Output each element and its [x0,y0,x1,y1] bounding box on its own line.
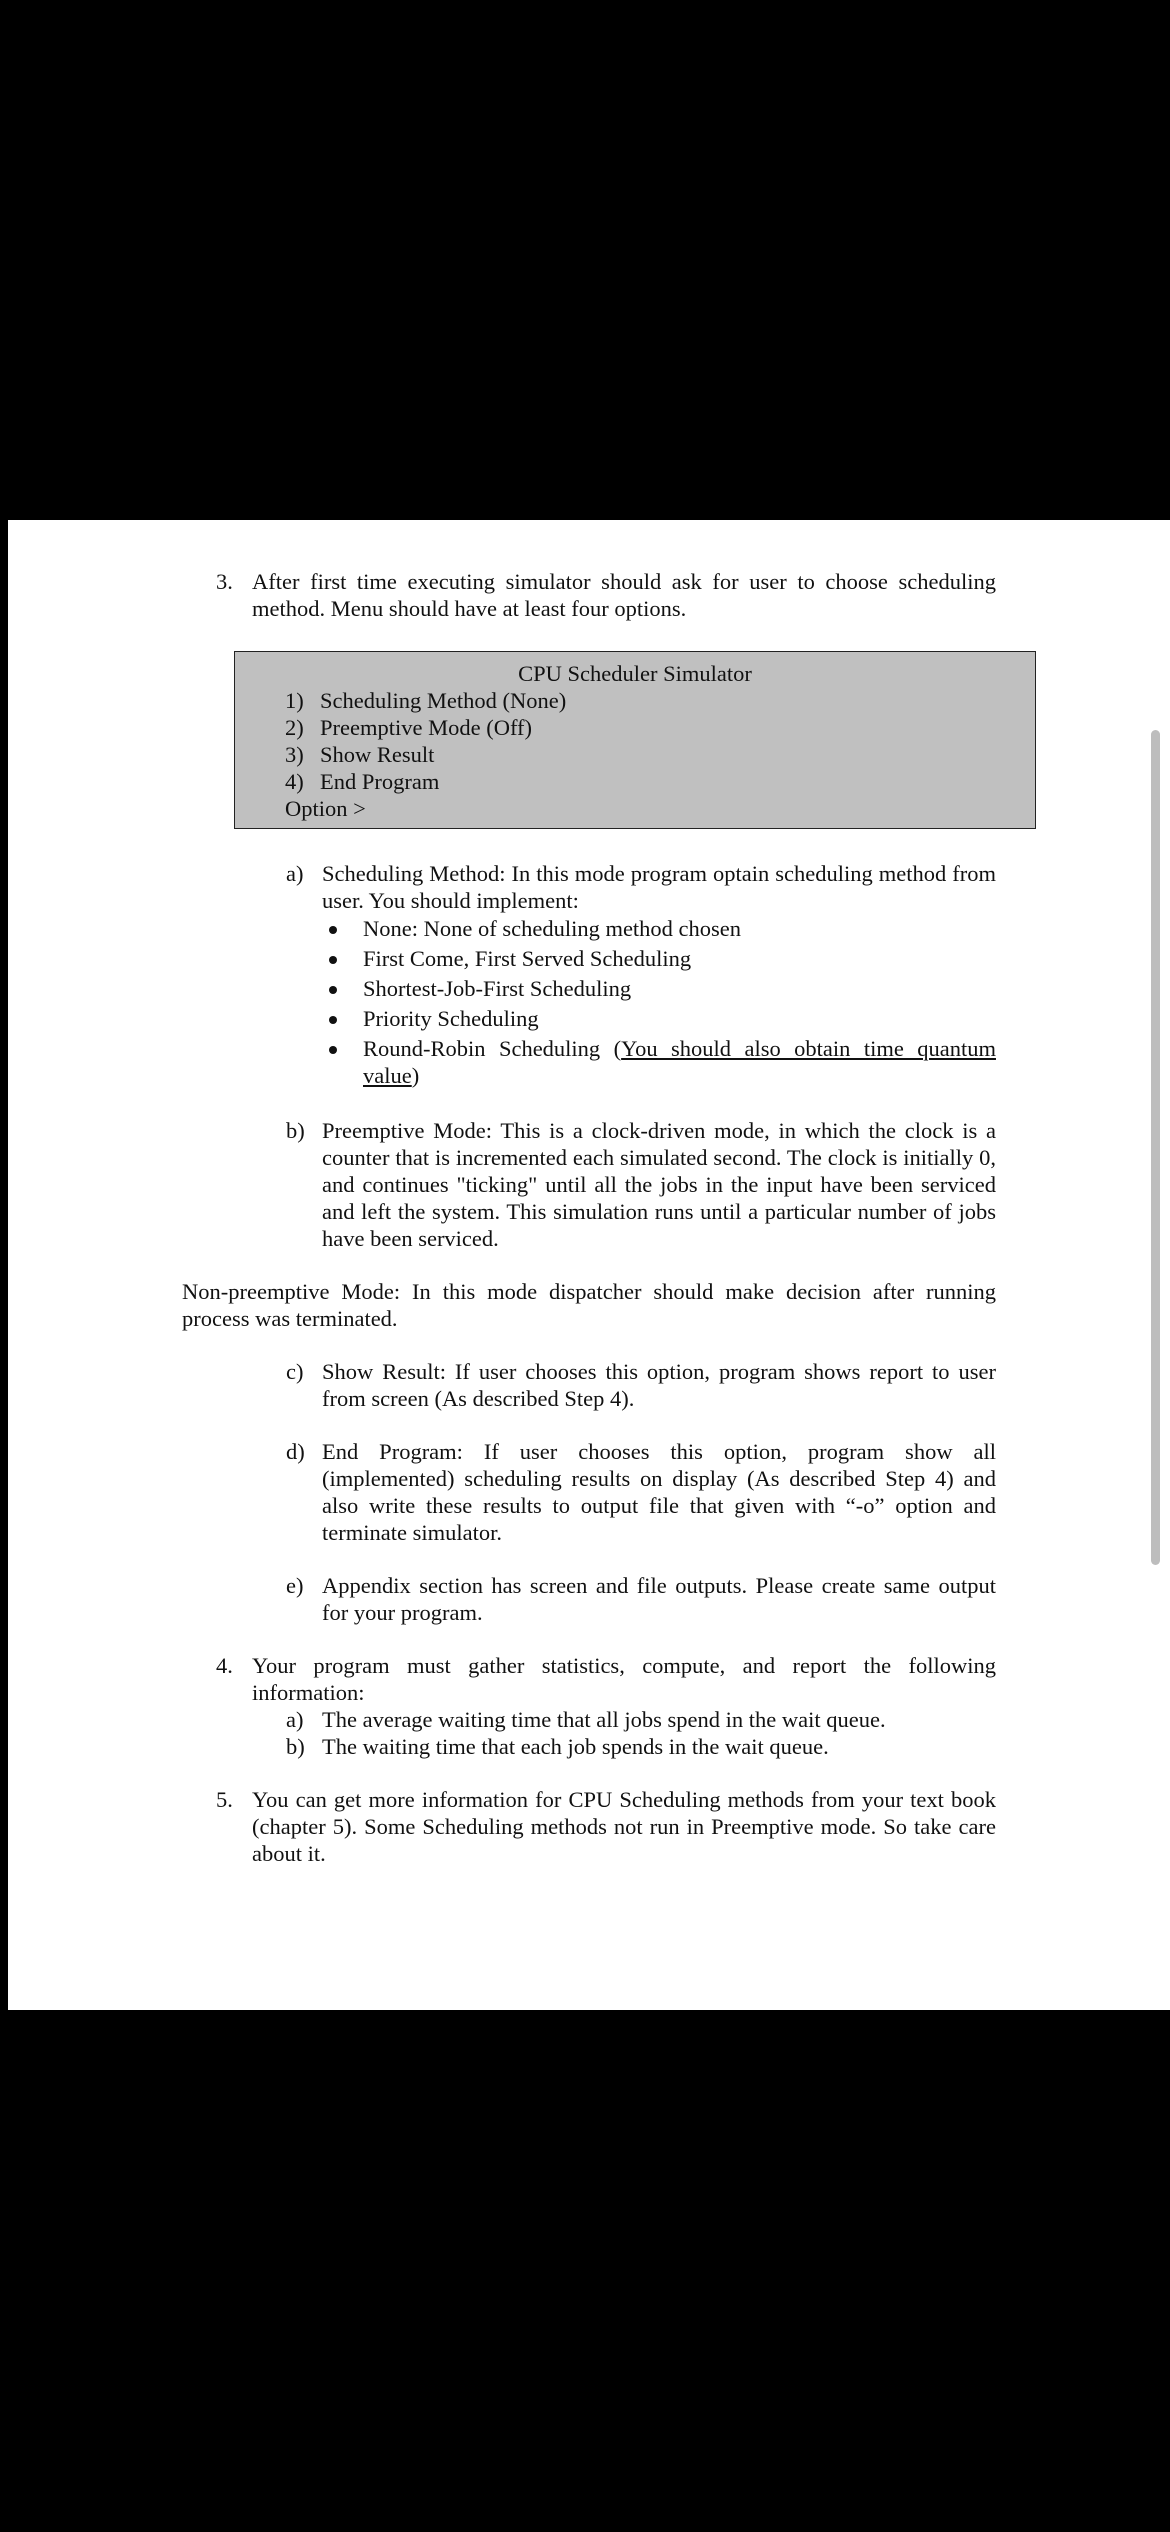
sub-e-text: Appendix section has screen and file outputs. Please create same output for your program. [322,1573,996,1625]
item-3-number: 3. [216,569,233,594]
bullet-icon [329,926,337,934]
bullet-icon [329,956,337,964]
menu-box [234,651,1036,829]
sub-c-text: Show Result: If user chooses this option, program shows report to user from screen (As described Step 4). [322,1359,996,1411]
sub-b-letter: b) [286,1118,305,1143]
round-robin-suffix: ) [411,1063,420,1088]
bullet-item: Priority Scheduling [363,1006,539,1031]
sub-d-text: End Program: If user chooses this option, program show all (implemented) scheduling results on display (As described Step 4) and also write these results to output file that given with “-o” option and terminate simulator. [322,1439,996,1545]
menu-item-label: Preemptive Mode (Off) [320,715,533,740]
bullet-item: Shortest-Job-First Scheduling [363,976,632,1001]
menu-prompt: Option > [285,796,366,821]
bullet-icon [329,1016,337,1024]
bottom-black-bar [0,2010,1170,2532]
bullet-icon [329,986,337,994]
menu-item-label: End Program [320,769,440,794]
sub-e-letter: e) [286,1573,304,1598]
scrollbar-thumb[interactable] [1151,730,1160,1565]
item-4-text: Your program must gather statistics, compute, and report the following information: [252,1653,996,1705]
sub-c-letter: c) [286,1359,304,1384]
menu-item-label: Scheduling Method (None) [320,688,567,713]
bullet-item-round-robin [363,1035,996,1089]
non-preemptive-paragraph: Non-preemptive Mode: In this mode dispatcher should make decision after running process was terminated. [182,1279,996,1331]
item-5-number: 5. [216,1787,233,1812]
sub-a-letter: a) [286,861,304,886]
menu-title: CPU Scheduler Simulator [518,661,752,686]
round-robin-prefix: Round-Robin Scheduling ( [363,1036,622,1061]
round-robin-note: You should also obtain time quantum value [363,1036,996,1088]
sub-a-text: Scheduling Method: In this mode program optain scheduling method from user. You should implement: [322,861,996,913]
menu-item-number: 4) [285,769,304,794]
menu-item-number: 1) [285,688,304,713]
menu-item-label: Show Result [320,742,435,767]
menu-item-number: 3) [285,742,304,767]
menu-item-number: 2) [285,715,304,740]
item-5-text: You can get more information for CPU Scheduling methods from your text book (chapter 5). Some Scheduling methods not run in Preemptive mode. So take care about it. [252,1787,996,1866]
bullet-item: None: None of scheduling method chosen [363,916,742,941]
item-4-sub-b-letter: b) [286,1734,305,1759]
sub-b-text: Preemptive Mode: This is a clock-driven mode, in which the clock is a counter that is incremented each simulated second. The clock is initially 0, and continues "ticking" until all the jobs in the input have been serviced and left the system. This simulation runs until a particular number of jobs have been serviced. [322,1118,996,1251]
item-4-number: 4. [216,1653,233,1678]
sub-d-letter: d) [286,1439,305,1464]
item-4-sub-a-text: The average waiting time that all jobs spend in the wait queue. [322,1707,886,1732]
bullet-icon [329,1046,337,1054]
item-3-text: After first time executing simulator should ask for user to choose scheduling method. Menu should have at least four options. [252,569,996,621]
top-black-bar [0,0,1170,520]
bullet-item: First Come, First Served Scheduling [363,946,692,971]
document-page[interactable] [8,520,1170,2010]
item-4-sub-a-letter: a) [286,1707,304,1732]
item-4-sub-b-text: The waiting time that each job spends in the wait queue. [322,1734,829,1759]
